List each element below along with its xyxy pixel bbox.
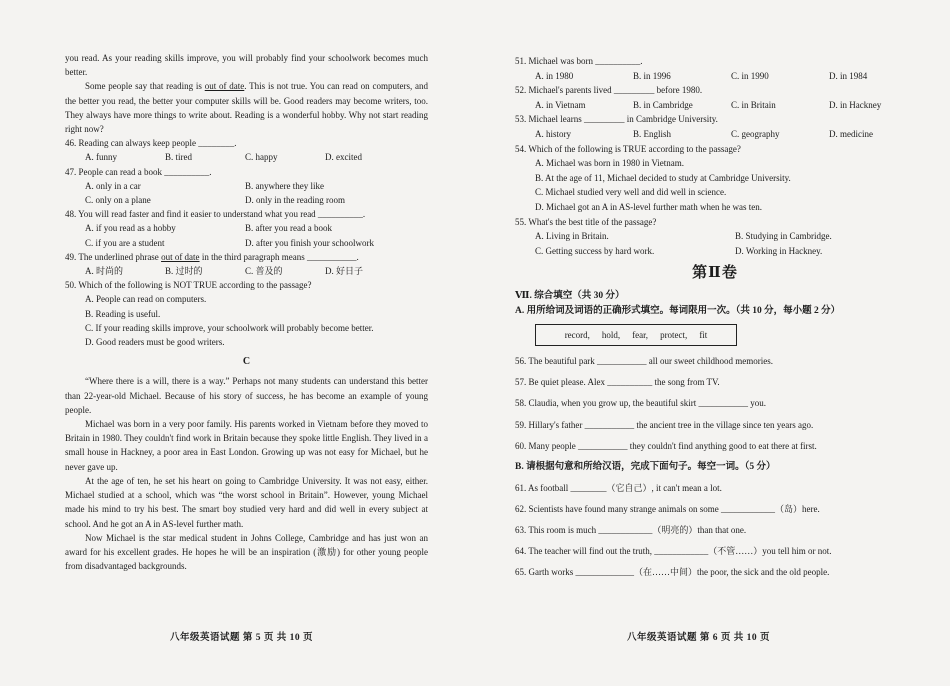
option: B. At the age of 11, Michael decided to study at Cambridge University. (535, 172, 791, 183)
section-7-heading: Ⅶ. 综合填空（共 30 分） (515, 290, 625, 301)
question-53-options (515, 127, 915, 142)
text: in the third paragraph means ___________. (199, 251, 359, 262)
option: C. 普及的 (245, 266, 283, 277)
option: A. history (535, 128, 571, 139)
option: D. Good readers must be good writers. (85, 337, 225, 348)
passage-c-paragraph: Now Michael is the star medical student in Johns College, Cambridge and has just won an award for his excellent grades. He hopes he will be an inspiration (激励) for other young people from disadvantaged backgrounds. (65, 532, 428, 572)
passage-b-ending: you read. As your reading skills improve, you will probably find your schoolwork becomes much better. (65, 53, 428, 78)
question-49 (65, 250, 428, 264)
option: D. Michael got an A in AS-level further math when he was ten. (535, 201, 762, 212)
word-box (535, 324, 737, 346)
part-b-heading: B. 请根据句意和所给汉语，完成下面句子。每空一词。（5 分） (515, 462, 776, 473)
option: D. 好日子 (325, 266, 363, 277)
option: A. in Vietnam (535, 99, 586, 110)
option: A. People can read on computers. (85, 294, 207, 305)
question-48-options-row2 (65, 236, 428, 250)
fill-question: 56. The beautiful park ___________ all our sweet childhood memories. (515, 356, 774, 367)
option: A. if you read as a hobby (85, 223, 176, 234)
fill-question: 63. This room is much ____________（明亮的）than that one. (515, 525, 747, 535)
option: A. funny (85, 152, 117, 163)
option: D. after you finish your schoolwork (245, 237, 374, 248)
right-page (475, 0, 950, 686)
fill-question: 58. Claudia, when you grow up, the beautiful skirt ___________ you. (515, 398, 766, 409)
fill-question: 64. The teacher will find out the truth, ____________（不管……）you tell him or not. (515, 546, 832, 557)
question-55: 55. What's the best title of the passage? (515, 216, 657, 227)
part-two-title: 第Ⅱ卷 (692, 265, 738, 282)
option: B. 过时的 (165, 266, 203, 277)
option: A. Living in Britain. (535, 231, 609, 242)
question-47-options-row1 (65, 179, 428, 193)
fill-question: 65. Garth works _____________（在……中间）the poor, the sick and the old people. (515, 567, 830, 578)
part-a-heading: A. 用所给词及词语的正确形式填空。每词限用一次。（共 10 分，每小题 2 分） (515, 305, 841, 316)
option: B. English (633, 128, 672, 139)
option: D. only in the reading room (245, 195, 345, 206)
text: 49. The underlined phrase (65, 251, 162, 262)
right-column (515, 54, 915, 587)
option: B. in Cambridge (633, 99, 693, 110)
option: A. in 1980 (535, 70, 574, 81)
option: D. medicine (829, 128, 873, 139)
question-52-options (515, 98, 915, 113)
word: fit (699, 329, 708, 340)
fill-question: 61. As football ________（它自己）, it can't mean a lot. (515, 482, 722, 493)
option: A. only in a car (85, 180, 141, 191)
question-47: 47. People can read a book __________. (65, 166, 212, 177)
question-54: 54. Which of the following is TRUE according to the passage? (515, 143, 741, 154)
option: D. in 1984 (829, 70, 868, 81)
fill-question: 59. Hillary's father ___________ the ancient tree in the village since ten years ago. (515, 419, 814, 430)
option: C. in 1990 (731, 70, 769, 81)
word: record, (564, 329, 590, 340)
option: B. after you read a book (245, 223, 332, 234)
option: C. in Britain (731, 99, 776, 110)
underlined-phrase: out of date (204, 81, 245, 92)
passage-c-paragraph: “Where there is a will, there is a way.” Perhaps not many students can understand this better than 22-year-old Michael. Because of his story of success, he has become an example of young people. (65, 376, 428, 415)
question-55-options-row1 (515, 229, 915, 244)
question-47-options-row2 (65, 193, 428, 207)
fill-question: 62. Scientists have found many strange animals on some ____________（岛）here. (515, 503, 820, 514)
passage-b-paragraph-3 (65, 79, 428, 136)
question-50: 50. Which of the following is NOT TRUE according to the passage? (65, 280, 312, 291)
page-footer: 八年级英语试题 第 5 页 共 10 页 (170, 633, 314, 643)
option: C. happy (245, 152, 278, 163)
word: fear, (632, 329, 649, 340)
page-footer: 八年级英语试题 第 6 页 共 10 页 (627, 633, 771, 643)
option: D. excited (325, 152, 362, 163)
question-48-options-row1 (65, 221, 428, 235)
fill-question: 60. Many people ___________ they couldn't find anything good to eat there at first. (515, 440, 817, 451)
question-55-options-row2 (515, 244, 915, 259)
word: hold, (601, 329, 621, 340)
option: A. Michael was born in 1980 in Vietnam. (535, 158, 685, 169)
option: B. Reading is useful. (85, 308, 161, 319)
option: D. in Hackney (829, 99, 882, 110)
option: B. tired (165, 152, 192, 163)
question-53: 53. Michael learns _________ in Cambridge University. (515, 114, 718, 125)
question-48: 48. You will read faster and find it easier to understand what you read __________. (65, 209, 366, 220)
question-46: 46. Reading can always keep people ________. (65, 138, 237, 149)
option: C. geography (731, 128, 780, 139)
left-column (65, 51, 428, 573)
question-52: 52. Michael's parents lived _________ before 1980. (515, 85, 703, 96)
passage-c-paragraph: At the age of ten, he set his heart on going to Cambridge University. It was not easy, either. Michael studied at a school, which was “the worst school in Britain”. However, young Michael made his mind to try his best. The smart boy studied very hard and did well in every subject at school. And he got an A in AS-level further math. (65, 475, 428, 529)
option: B. anywhere they like (245, 180, 324, 191)
option: C. If your reading skills improve, your schoolwork will probably become better. (85, 322, 374, 333)
fill-question: 57. Be quiet please. Alex __________ the song from TV. (515, 377, 720, 388)
passage-c-paragraph: Michael was born in a very poor family. His parents worked in Vietnam before they moved to Britain in 1980. They couldn't find work in Britain because they spoke little English. They lived in a small house in Hackney, a poor area in East London. Growing up was not easy for Michael, but he never gave up. (65, 419, 428, 472)
question-51: 51. Michael was born __________. (515, 56, 643, 66)
option: B. in 1996 (633, 70, 671, 81)
option: B. Studying in Cambridge. (735, 231, 832, 242)
option: A. 时尚的 (85, 266, 123, 277)
option: C. only on a plane (85, 195, 151, 206)
option: C. Michael studied very well and did well in science. (535, 187, 727, 198)
section-c-title: C (242, 356, 251, 368)
text: Some people say that reading is (85, 81, 205, 92)
word: protect, (660, 329, 688, 340)
question-46-options (65, 150, 428, 164)
option: C. if you are a student (85, 237, 165, 248)
question-49-options (65, 264, 428, 278)
text: . This is not true. You can read on computers, and the better you read, the better your computer skills will be. Good readers may become writers, too. They always have more things to write about. Reading is a wonderful hobby. Why not start reading right now? (65, 81, 428, 135)
option: C. Getting success by hard work. (535, 245, 655, 256)
question-51-options (515, 69, 915, 84)
underlined-phrase: out of date (161, 251, 200, 262)
option: D. Working in Hackney. (735, 245, 823, 256)
